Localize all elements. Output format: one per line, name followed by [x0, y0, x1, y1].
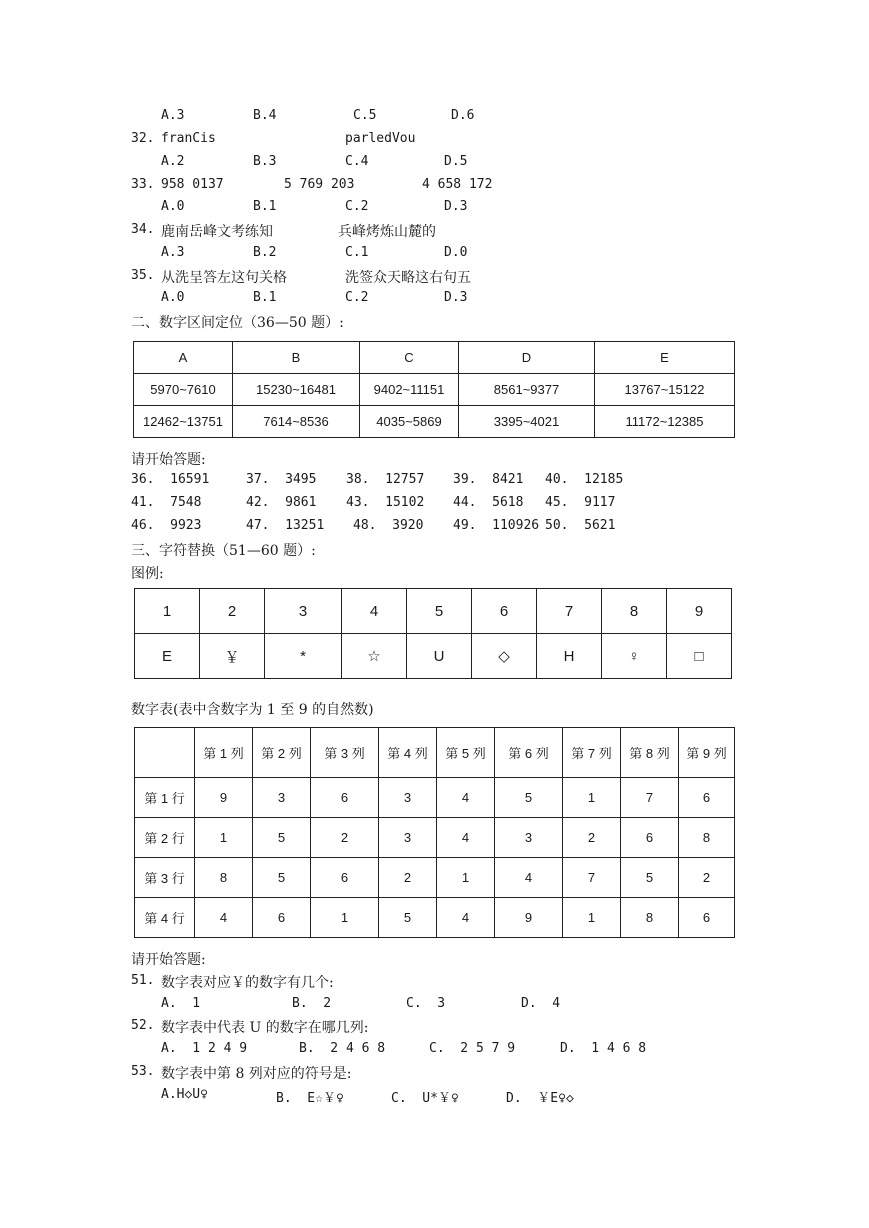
q52-option-b: B. 2 4 6 8: [299, 1041, 386, 1056]
interval-cell: 5970~7610: [134, 374, 233, 406]
number-cell: 8: [621, 898, 679, 938]
number-cell: 6: [679, 898, 735, 938]
number-cell: 9: [195, 778, 253, 818]
column-header: 第 4 列: [379, 728, 437, 778]
section-3-prompt: 请开始答题:: [131, 952, 206, 968]
q52-text: 数字表中代表 U 的数字在哪几列:: [161, 1020, 369, 1036]
section-3-title: 三、字符替换（51—60 题）:: [131, 543, 316, 559]
q53-option-c: C. U*￥♀: [391, 1091, 459, 1106]
legend-symbol: ◇: [472, 634, 537, 679]
number-cell: 3: [379, 778, 437, 818]
section-2-title: 二、数字区间定位（36—50 题）:: [131, 315, 344, 331]
interval-question: 38. 12757: [346, 472, 425, 487]
interval-cell: 8561~9377: [459, 374, 595, 406]
q34-left: 鹿南岳峰文考练知: [161, 224, 273, 240]
number-cell: 8: [195, 858, 253, 898]
q35-right: 洗签众天略这右句五: [345, 270, 471, 286]
q33-option-b: B.1: [253, 199, 277, 214]
number-cell: 3: [495, 818, 563, 858]
interval-question: 44. 5618: [453, 495, 524, 510]
q53-option-a: A.H◇U♀: [161, 1087, 208, 1102]
interval-header-c: C: [360, 342, 459, 374]
section-2-prompt: 请开始答题:: [131, 452, 206, 468]
interval-cell: 4035~5869: [360, 406, 459, 438]
number-cell: 1: [437, 858, 495, 898]
interval-cell: 15230~16481: [233, 374, 360, 406]
interval-question: 48. 3920: [353, 518, 424, 533]
q34-option-a: A.3: [161, 245, 185, 260]
q33-right: 4 658 172: [422, 177, 493, 192]
number-cell: 5: [379, 898, 437, 938]
q53-option-b: B. E☆￥♀: [276, 1091, 344, 1106]
q31-option-b: B.4: [253, 108, 277, 123]
legend-symbol: H: [537, 634, 602, 679]
legend-symbol: ￥: [200, 634, 265, 679]
column-header: 第 3 列: [311, 728, 379, 778]
legend-number: 7: [537, 589, 602, 634]
q35-left: 从洗呈答左这句关格: [161, 270, 287, 286]
column-header: 第 8 列: [621, 728, 679, 778]
number-cell: 6: [253, 898, 311, 938]
q32-number: 32.: [131, 131, 155, 146]
q32-left: franCis: [161, 131, 216, 146]
interval-question: 45. 9117: [545, 495, 616, 510]
q32-right: parledVou: [345, 131, 416, 146]
number-cell: 1: [563, 778, 621, 818]
legend-symbol: E: [135, 634, 200, 679]
column-header: 第 1 列: [195, 728, 253, 778]
q33-middle: 5 769 203: [284, 177, 355, 192]
q52-option-d: D. 1 4 6 8: [560, 1041, 647, 1056]
number-cell: 2: [563, 818, 621, 858]
number-cell: 9: [495, 898, 563, 938]
legend-number: 1: [135, 589, 200, 634]
number-cell: 2: [679, 858, 735, 898]
number-cell: 2: [311, 818, 379, 858]
number-cell: 6: [621, 818, 679, 858]
number-table-label: 数字表(表中含数字为 1 至 9 的自然数): [131, 702, 374, 718]
legend-symbol: U: [407, 634, 472, 679]
number-cell: 3: [379, 818, 437, 858]
q32-option-a: A.2: [161, 154, 185, 169]
row-header: 第 3 行: [135, 858, 195, 898]
interval-question: 42. 9861: [246, 495, 317, 510]
legend-table: [134, 588, 732, 679]
table-row: [135, 898, 735, 938]
q32-option-d: D.5: [444, 154, 468, 169]
legend-symbol: *: [265, 634, 342, 679]
table-row: [135, 818, 735, 858]
interval-header-a: A: [134, 342, 233, 374]
legend-symbol: ♀: [602, 634, 667, 679]
q53-number: 53.: [131, 1064, 155, 1079]
q34-option-c: C.1: [345, 245, 369, 260]
interval-question: 41. 7548: [131, 495, 202, 510]
legend-number: 5: [407, 589, 472, 634]
column-header: 第 7 列: [563, 728, 621, 778]
number-cell: 2: [379, 858, 437, 898]
q31-option-a: A.3: [161, 108, 185, 123]
interval-cell: 9402~11151: [360, 374, 459, 406]
number-cell: 4: [437, 818, 495, 858]
interval-cell: 7614~8536: [233, 406, 360, 438]
interval-cell: 12462~13751: [134, 406, 233, 438]
legend-number: 2: [200, 589, 265, 634]
q32-option-c: C.4: [345, 154, 369, 169]
number-cell: 4: [437, 898, 495, 938]
q31-option-c: C.5: [353, 108, 377, 123]
number-table: [134, 727, 735, 938]
number-cell: 5: [253, 818, 311, 858]
row-header: 第 2 行: [135, 818, 195, 858]
table-row: [134, 406, 735, 438]
q35-number: 35.: [131, 268, 155, 283]
q33-option-c: C.2: [345, 199, 369, 214]
interval-cell: 13767~15122: [595, 374, 735, 406]
q33-left: 958 0137: [161, 177, 224, 192]
interval-question: 46. 9923: [131, 518, 202, 533]
number-table-header-row: [135, 728, 735, 778]
legend-number: 6: [472, 589, 537, 634]
legend-number: 3: [265, 589, 342, 634]
number-cell: 4: [437, 778, 495, 818]
number-cell: 8: [679, 818, 735, 858]
q35-option-a: A.0: [161, 290, 185, 305]
legend-number: 8: [602, 589, 667, 634]
legend-number: 9: [667, 589, 732, 634]
interval-cell: 11172~12385: [595, 406, 735, 438]
row-header: 第 1 行: [135, 778, 195, 818]
row-header: 第 4 行: [135, 898, 195, 938]
table-row: [135, 858, 735, 898]
q33-number: 33.: [131, 177, 155, 192]
q34-option-d: D.0: [444, 245, 468, 260]
q51-option-d: D. 4: [521, 996, 561, 1011]
number-cell: 6: [311, 858, 379, 898]
q33-option-d: D.3: [444, 199, 468, 214]
q34-option-b: B.2: [253, 245, 277, 260]
interval-question: 36. 16591: [131, 472, 210, 487]
number-cell: 5: [253, 858, 311, 898]
column-header: 第 9 列: [679, 728, 735, 778]
corner-cell: [135, 728, 195, 778]
q35-option-b: B.1: [253, 290, 277, 305]
number-cell: 5: [621, 858, 679, 898]
q35-option-d: D.3: [444, 290, 468, 305]
number-cell: 1: [311, 898, 379, 938]
q51-option-b: B. 2: [292, 996, 332, 1011]
number-cell: 7: [563, 858, 621, 898]
table-row: [135, 778, 735, 818]
number-cell: 5: [495, 778, 563, 818]
q31-option-d: D.6: [451, 108, 475, 123]
legend-symbol-row: [135, 634, 732, 679]
number-cell: 6: [679, 778, 735, 818]
column-header: 第 2 列: [253, 728, 311, 778]
column-header: 第 6 列: [495, 728, 563, 778]
interval-header-e: E: [595, 342, 735, 374]
column-header: 第 5 列: [437, 728, 495, 778]
interval-question: 43. 15102: [346, 495, 425, 510]
interval-table: [133, 341, 735, 438]
interval-header-d: D: [459, 342, 595, 374]
legend-number-row: [135, 589, 732, 634]
interval-question: 47. 13251: [246, 518, 325, 533]
q33-option-a: A.0: [161, 199, 185, 214]
number-cell: 1: [563, 898, 621, 938]
q51-option-a: A. 1: [161, 996, 201, 1011]
q53-text: 数字表中第 8 列对应的符号是:: [161, 1066, 352, 1082]
number-cell: 1: [195, 818, 253, 858]
interval-question: 49. 110926: [453, 518, 540, 533]
number-cell: 4: [495, 858, 563, 898]
table-row: [134, 374, 735, 406]
q51-number: 51.: [131, 973, 155, 988]
interval-table-header-row: [134, 342, 735, 374]
number-cell: 6: [311, 778, 379, 818]
interval-question: 37. 3495: [246, 472, 317, 487]
number-cell: 7: [621, 778, 679, 818]
legend-symbol: ☆: [342, 634, 407, 679]
interval-cell: 3395~4021: [459, 406, 595, 438]
interval-question: 50. 5621: [545, 518, 616, 533]
q32-option-b: B.3: [253, 154, 277, 169]
q53-option-d: D. ￥E♀◇: [506, 1091, 574, 1106]
q52-option-c: C. 2 5 7 9: [429, 1041, 516, 1056]
q51-text: 数字表对应￥的数字有几个:: [161, 975, 334, 991]
legend-symbol: □: [667, 634, 732, 679]
q51-option-c: C. 3: [406, 996, 446, 1011]
interval-question: 39. 8421: [453, 472, 524, 487]
q34-right: 兵峰烤炼山麓的: [338, 224, 436, 240]
interval-question: 40. 12185: [545, 472, 624, 487]
number-cell: 3: [253, 778, 311, 818]
q52-number: 52.: [131, 1018, 155, 1033]
q35-option-c: C.2: [345, 290, 369, 305]
legend-label: 图例:: [131, 566, 164, 582]
number-cell: 4: [195, 898, 253, 938]
q52-option-a: A. 1 2 4 9: [161, 1041, 248, 1056]
legend-number: 4: [342, 589, 407, 634]
q34-number: 34.: [131, 222, 155, 237]
interval-header-b: B: [233, 342, 360, 374]
